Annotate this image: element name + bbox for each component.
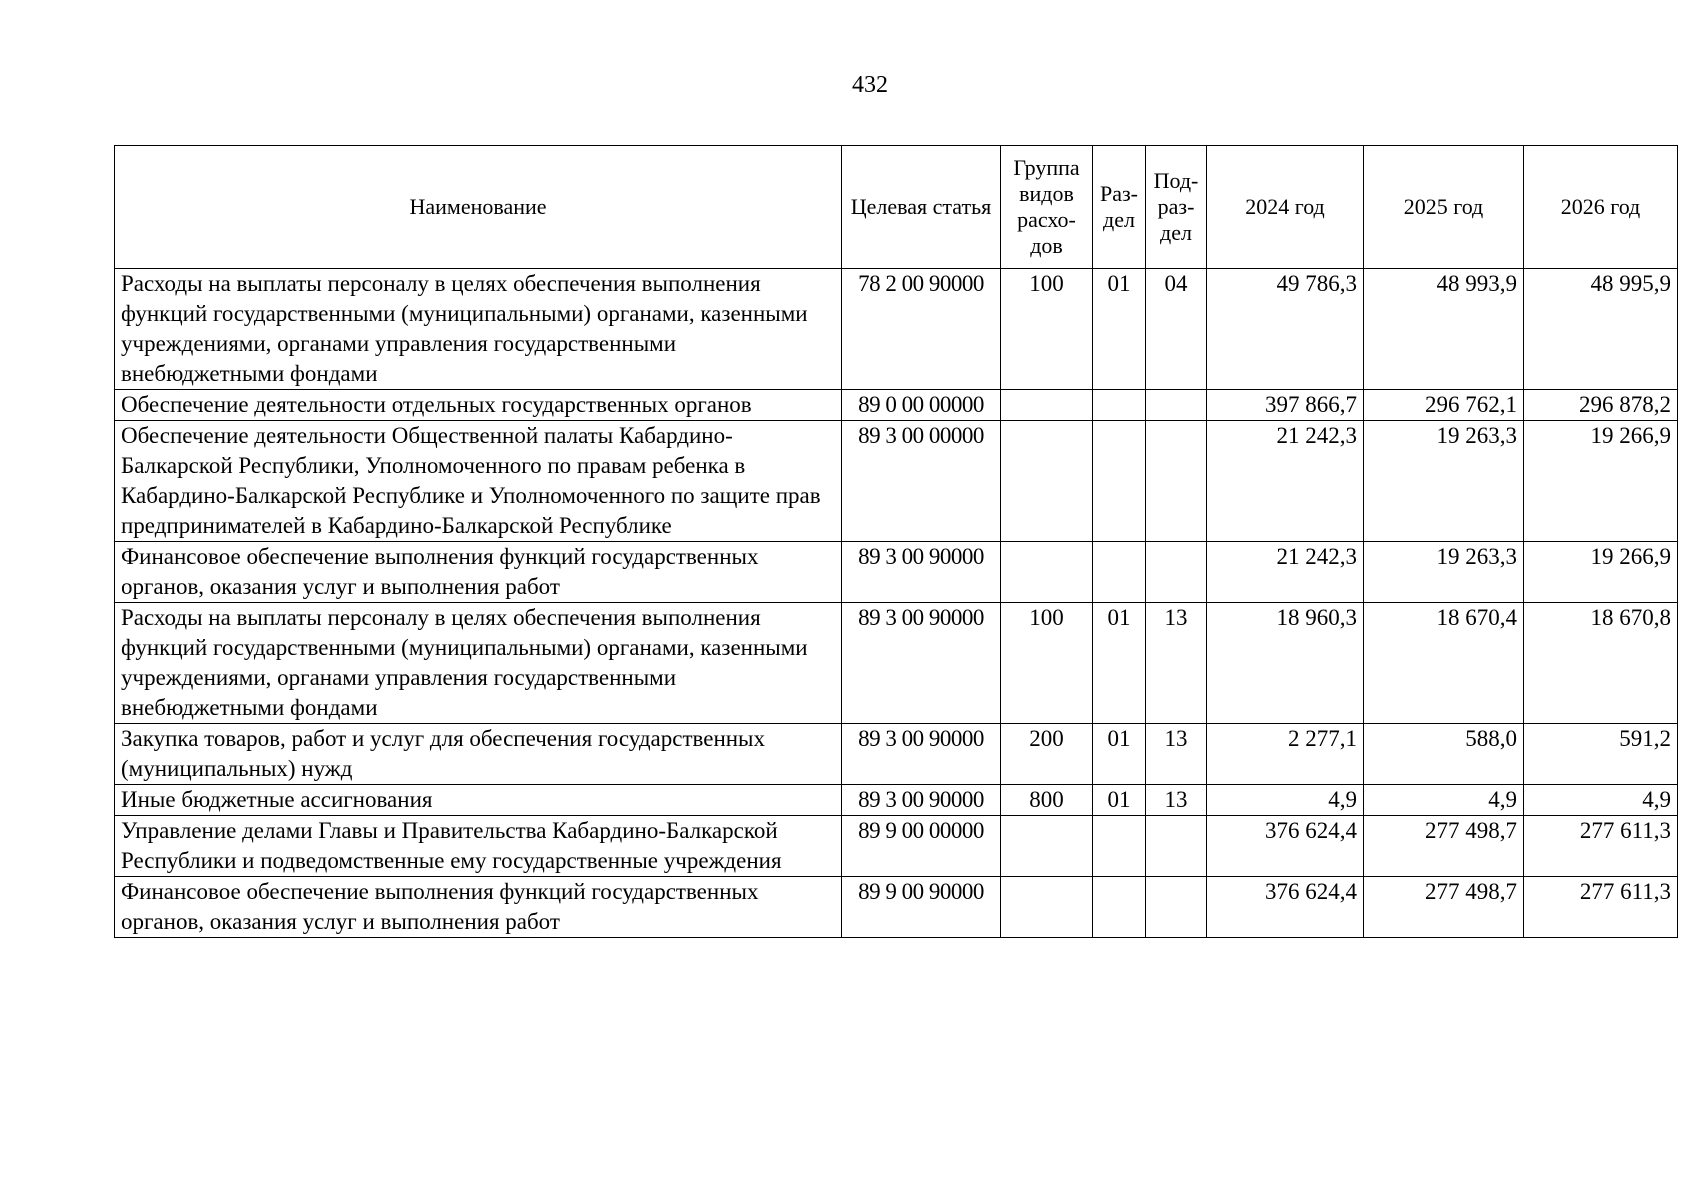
row-amount-2025: 588,0 bbox=[1364, 724, 1524, 785]
header-subsection: Под-раз-дел bbox=[1146, 146, 1207, 269]
row-subsection bbox=[1146, 816, 1207, 877]
row-amount-2026: 18 670,8 bbox=[1524, 603, 1678, 724]
row-target-article: 89 3 00 90000 bbox=[842, 724, 1001, 785]
row-section bbox=[1093, 390, 1146, 421]
row-expense-group bbox=[1001, 390, 1093, 421]
row-subsection: 13 bbox=[1146, 785, 1207, 816]
row-subsection bbox=[1146, 542, 1207, 603]
table-row bbox=[115, 390, 1678, 421]
row-name: Финансовое обеспечение выполнения функций государственных органов, оказания услуг и выполнения работ bbox=[115, 877, 842, 938]
row-amount-2024: 376 624,4 bbox=[1207, 877, 1364, 938]
header-name: Наименование bbox=[115, 146, 842, 269]
row-target-article: 89 3 00 90000 bbox=[842, 542, 1001, 603]
row-subsection bbox=[1146, 877, 1207, 938]
row-name: Иные бюджетные ассигнования bbox=[115, 785, 842, 816]
row-amount-2024: 21 242,3 bbox=[1207, 421, 1364, 542]
row-subsection: 04 bbox=[1146, 269, 1207, 390]
row-expense-group bbox=[1001, 877, 1093, 938]
row-target-article: 78 2 00 90000 bbox=[842, 269, 1001, 390]
row-amount-2025: 277 498,7 bbox=[1364, 877, 1524, 938]
row-amount-2024: 49 786,3 bbox=[1207, 269, 1364, 390]
row-amount-2024: 21 242,3 bbox=[1207, 542, 1364, 603]
table-row bbox=[115, 603, 1678, 724]
row-section: 01 bbox=[1093, 724, 1146, 785]
table-row bbox=[115, 269, 1678, 390]
header-section: Раз-дел bbox=[1093, 146, 1146, 269]
row-amount-2024: 4,9 bbox=[1207, 785, 1364, 816]
row-name: Расходы на выплаты персоналу в целях обеспечения выполнения функций государственными (муниципальными) органами, казенными учреждениями, органами управления государственными внебюджетными фондами bbox=[115, 269, 842, 390]
row-target-article: 89 3 00 90000 bbox=[842, 785, 1001, 816]
row-name: Финансовое обеспечение выполнения функций государственных органов, оказания услуг и выполнения работ bbox=[115, 542, 842, 603]
row-name: Управление делами Главы и Правительства Кабардино-Балкарской Республики и подведомственные ему государственные учреждения bbox=[115, 816, 842, 877]
header-2026: 2026 год bbox=[1524, 146, 1678, 269]
row-amount-2026: 19 266,9 bbox=[1524, 421, 1678, 542]
page-number: 432 bbox=[852, 72, 888, 98]
row-target-article: 89 9 00 00000 bbox=[842, 816, 1001, 877]
row-amount-2024: 397 866,7 bbox=[1207, 390, 1364, 421]
table-row bbox=[115, 816, 1678, 877]
row-target-article: 89 3 00 90000 bbox=[842, 603, 1001, 724]
budget-table bbox=[114, 145, 1678, 938]
row-amount-2025: 48 993,9 bbox=[1364, 269, 1524, 390]
header-target-article: Целевая статья bbox=[842, 146, 1001, 269]
row-amount-2026: 591,2 bbox=[1524, 724, 1678, 785]
row-section: 01 bbox=[1093, 603, 1146, 724]
row-amount-2026: 48 995,9 bbox=[1524, 269, 1678, 390]
header-2024: 2024 год bbox=[1207, 146, 1364, 269]
row-amount-2025: 277 498,7 bbox=[1364, 816, 1524, 877]
table-header bbox=[115, 146, 1678, 269]
row-name: Расходы на выплаты персоналу в целях обеспечения выполнения функций государственными (муниципальными) органами, казенными учреждениями, органами управления государственными внебюджетными фондами bbox=[115, 603, 842, 724]
table-row bbox=[115, 877, 1678, 938]
row-expense-group: 100 bbox=[1001, 269, 1093, 390]
table-row bbox=[115, 421, 1678, 542]
row-expense-group: 800 bbox=[1001, 785, 1093, 816]
row-amount-2025: 296 762,1 bbox=[1364, 390, 1524, 421]
table-row bbox=[115, 785, 1678, 816]
row-amount-2025: 4,9 bbox=[1364, 785, 1524, 816]
row-name: Закупка товаров, работ и услуг для обеспечения государственных (муниципальных) нужд bbox=[115, 724, 842, 785]
row-amount-2026: 296 878,2 bbox=[1524, 390, 1678, 421]
row-expense-group bbox=[1001, 421, 1093, 542]
row-amount-2026: 19 266,9 bbox=[1524, 542, 1678, 603]
row-amount-2025: 19 263,3 bbox=[1364, 542, 1524, 603]
row-section: 01 bbox=[1093, 269, 1146, 390]
row-target-article: 89 0 00 00000 bbox=[842, 390, 1001, 421]
row-section bbox=[1093, 816, 1146, 877]
header-expense-group: Группа видов расхо-дов bbox=[1001, 146, 1093, 269]
row-expense-group bbox=[1001, 816, 1093, 877]
row-amount-2026: 277 611,3 bbox=[1524, 816, 1678, 877]
row-amount-2025: 19 263,3 bbox=[1364, 421, 1524, 542]
table-row bbox=[115, 542, 1678, 603]
row-amount-2026: 4,9 bbox=[1524, 785, 1678, 816]
header-2025: 2025 год bbox=[1364, 146, 1524, 269]
table-row bbox=[115, 724, 1678, 785]
row-section bbox=[1093, 421, 1146, 542]
row-subsection: 13 bbox=[1146, 724, 1207, 785]
row-amount-2026: 277 611,3 bbox=[1524, 877, 1678, 938]
row-target-article: 89 9 00 90000 bbox=[842, 877, 1001, 938]
row-subsection bbox=[1146, 421, 1207, 542]
row-expense-group: 200 bbox=[1001, 724, 1093, 785]
row-name: Обеспечение деятельности отдельных государственных органов bbox=[115, 390, 842, 421]
row-subsection bbox=[1146, 390, 1207, 421]
row-section bbox=[1093, 542, 1146, 603]
row-amount-2024: 2 277,1 bbox=[1207, 724, 1364, 785]
row-target-article: 89 3 00 00000 bbox=[842, 421, 1001, 542]
row-expense-group bbox=[1001, 542, 1093, 603]
row-subsection: 13 bbox=[1146, 603, 1207, 724]
row-section: 01 bbox=[1093, 785, 1146, 816]
row-section bbox=[1093, 877, 1146, 938]
row-amount-2025: 18 670,4 bbox=[1364, 603, 1524, 724]
row-amount-2024: 376 624,4 bbox=[1207, 816, 1364, 877]
row-amount-2024: 18 960,3 bbox=[1207, 603, 1364, 724]
row-expense-group: 100 bbox=[1001, 603, 1093, 724]
row-name: Обеспечение деятельности Общественной палаты Кабардино-Балкарской Республики, Уполномоченного по правам ребенка в Кабардино-Балкарской Республике и Уполномоченного по защите прав предпринимателей в Кабардино-Балкарской Республике bbox=[115, 421, 842, 542]
